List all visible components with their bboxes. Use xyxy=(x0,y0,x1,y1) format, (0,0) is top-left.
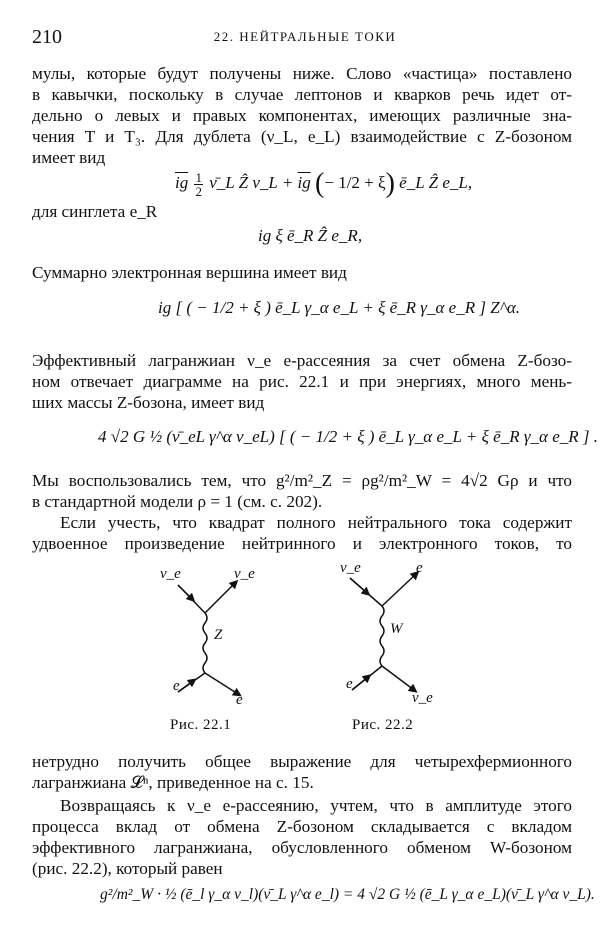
diagram-w-exchange xyxy=(350,574,416,690)
text-line: Возвращаясь к ν_e e-рассеянию, учтем, что в амплитуде этого xyxy=(60,796,572,815)
text-line: удвоенное произведение нейтринного и электронного токов, то xyxy=(32,534,572,553)
particle-label: ν_e xyxy=(234,566,255,582)
equation-doublet: $\overline{ig}$ $\frac{1}{2}$ ν̄_L Ẑ ν_L + $\overline{ig}$ (− 1/2 + ξ) ē_L Ẑ e_L, xyxy=(175,168,473,199)
figure-caption: Рис. 22.1 xyxy=(170,717,232,733)
text-line: эффективного лагранжиана, обусловленного обменом W-бозоном xyxy=(32,838,572,857)
text-line: Эффективный лагранжиан ν_e e-рассеяния за счет обмена Z-бозо- xyxy=(32,351,572,370)
particle-label: ν_e xyxy=(160,566,181,582)
text-line: Суммарно электронная вершина имеет вид xyxy=(32,263,347,282)
text-line: нетрудно получить общее выражение для четырехфермионного xyxy=(32,752,572,771)
text-line: процесса вклад от обмена Z-бозоном складывается с вкладом xyxy=(32,817,572,836)
text-line: для синглета e_R xyxy=(32,202,158,221)
page-number: 210 xyxy=(32,26,62,48)
particle-label: ν_e xyxy=(412,690,433,706)
eq-term: ν̄_L Ẑ ν_L + xyxy=(209,172,294,192)
particle-label: e xyxy=(346,676,353,692)
text-line: Мы воспользовались тем, что g²/m²_Z = ρg²/m²_W = 4√2 Gρ и что xyxy=(32,471,572,490)
text-line: (рис. 22.2), который равен xyxy=(32,859,223,878)
text-line: лагранжиана 𝓛ⁿ, приведенное на с. 15. xyxy=(32,773,314,792)
eq-coupling: $\overline{ig}$ xyxy=(175,172,189,192)
text-line: в кавычки, поскольку в случае лептонов и кварков речь идет от- xyxy=(32,85,572,104)
particle-label: e xyxy=(173,678,180,694)
text-line: чения T и T₃. Для дублета (ν_L, e_L) взаимодействие с Z-бозоном xyxy=(32,127,572,146)
particle-label: e xyxy=(416,560,423,576)
equation-vertex: ig [ ( − 1/2 + ξ ) ē_L γ_α e_L + ξ ē_R γ_α e_R ] Z^α. xyxy=(158,298,521,317)
text-line: дельно о левых и правых компонентах, имеющих различные зна- xyxy=(32,106,572,125)
eq-term: ē_L Ẑ e_L, xyxy=(399,172,473,192)
text-line: в стандартной модели ρ = 1 (см. с. 202). xyxy=(32,492,323,511)
equation-singlet: ig ξ ē_R Ẑ e_R, xyxy=(258,226,363,245)
boson-label: W xyxy=(390,621,403,637)
boson-label: Z xyxy=(214,627,223,643)
particle-label: e xyxy=(236,692,243,708)
eq-term: − 1/2 + ξ xyxy=(324,172,386,192)
text-line: Если учесть, что квадрат полного нейтрального тока содержит xyxy=(60,513,572,532)
text-line: имеет вид xyxy=(32,148,106,167)
equation-lagrangian: 4 √2 G ½ (ν̄_eL γ^α ν_eL) [ ( − 1/2 + ξ ) ē_L γ_α e_L + ξ ē_R γ_α e_R ] . xyxy=(98,427,598,446)
figure-caption: Рис. 22.2 xyxy=(352,717,414,733)
eq-coupling: $\overline{ig}$ xyxy=(297,172,311,192)
running-title: 22. НЕЙТРАЛЬНЫЕ ТОКИ xyxy=(213,29,397,44)
text-line: мулы, которые будут получены ниже. Слово «частица» поставлено xyxy=(32,64,572,83)
eq-fraction: $\frac{1}{2}$ xyxy=(195,169,202,199)
equation-w-exchange: g²/m²_W · ½ (ē_l γ_α ν_l)(ν̄_L γ^α e_l) = 4 √2 G ½ (ē_L γ_α e_L)(ν̄_L γ^α ν_L). xyxy=(100,886,595,903)
text-line: ном отвечает диаграмме на рис. 22.1 и при энергиях, много мень- xyxy=(32,372,572,391)
text-line: ших массы Z-бозона, имеет вид xyxy=(32,393,265,412)
diagram-z-exchange xyxy=(178,583,238,694)
particle-label: ν_e xyxy=(340,560,361,576)
